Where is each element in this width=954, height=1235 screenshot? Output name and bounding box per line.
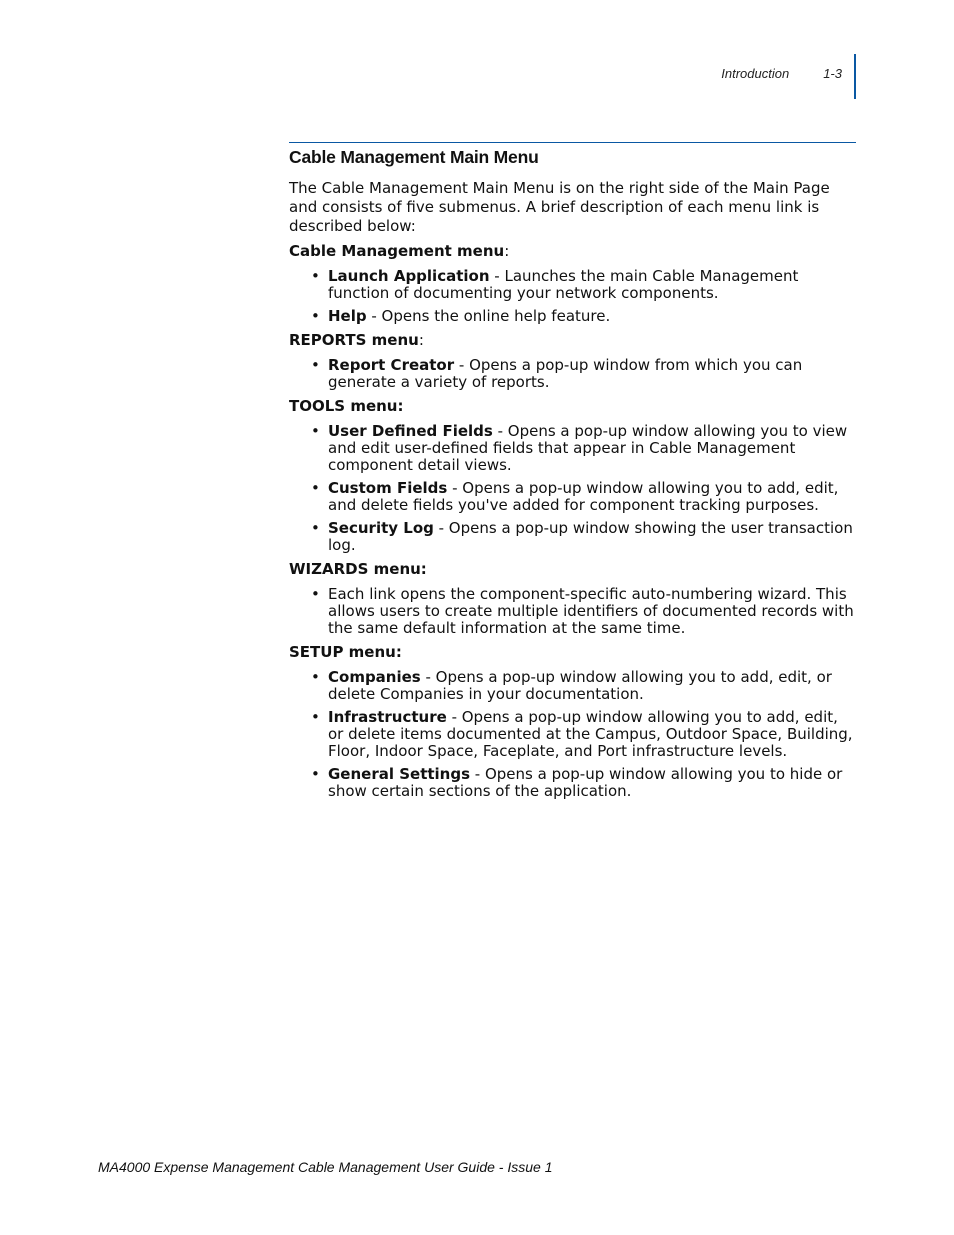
- bullet-icon: •: [311, 708, 320, 726]
- menu-item-term: User Defined Fields: [328, 422, 493, 440]
- menu-item-term: General Settings: [328, 765, 471, 783]
- menu-heading-label: Cable Management menu: [289, 242, 505, 260]
- bullet-icon: •: [311, 479, 320, 497]
- bullet-icon: •: [311, 356, 320, 374]
- menu-item-term: Report Creator: [328, 356, 455, 374]
- menu-item-list: [289, 268, 856, 325]
- section-title: Cable Management Main Menu: [289, 147, 539, 167]
- running-header: [721, 66, 842, 81]
- menu-heading-label: SETUP menu:: [289, 643, 402, 661]
- menu-item-term: Companies: [328, 668, 421, 686]
- list-item: [289, 423, 856, 474]
- bullet-icon: •: [311, 519, 320, 537]
- menu-item-description: - Opens a pop-up window allowing you to hide or show certain sections of the application.: [328, 765, 843, 800]
- menu-item-description: - Opens a pop-up window from which you can generate a variety of reports.: [328, 356, 803, 391]
- list-item: [289, 586, 856, 637]
- page-footer: MA4000 Expense Management Cable Management User Guide - Issue 1: [98, 1159, 553, 1175]
- menu-item-term: Security Log: [328, 519, 434, 537]
- menu-item-description: - Opens a pop-up window allowing you to add, edit, or delete items documented at the Campus, Outdoor Space, Building, Floor, Indoor Space, Faceplate, and Port infrastructure levels.: [328, 708, 853, 760]
- menu-item-list: [289, 423, 856, 554]
- menu-heading: [289, 242, 856, 261]
- bullet-icon: •: [311, 668, 320, 686]
- menu-item-term: Infrastructure: [328, 708, 447, 726]
- list-item: [289, 480, 856, 514]
- bullet-icon: •: [311, 307, 320, 325]
- menu-heading: [289, 643, 856, 662]
- menu-item-description: - Opens the online help feature.: [366, 307, 611, 325]
- menu-item-description: - Launches the main Cable Management function of documenting your network components.: [328, 267, 799, 302]
- menu-heading-label: REPORTS menu: [289, 331, 419, 349]
- menu-item-list: [289, 357, 856, 391]
- section-rule: [289, 142, 856, 143]
- menu-heading: [289, 560, 856, 579]
- bullet-icon: •: [311, 765, 320, 783]
- menu-item-description: Each link opens the component-specific auto-numbering wizard. This allows users to create multiple identifiers of documented records with the same default information at the same time.: [328, 585, 854, 637]
- menu-item-description: - Opens a pop-up window showing the user transaction log.: [328, 519, 853, 554]
- menu-item-list: [289, 586, 856, 637]
- menu-item-description: - Opens a pop-up window allowing you to add, edit, or delete Companies in your documentation.: [328, 668, 832, 703]
- menu-item-description: - Opens a pop-up window allowing you to add, edit, and delete fields you've added for component tracking purposes.: [328, 479, 839, 514]
- list-item: [289, 669, 856, 703]
- menu-item-description: - Opens a pop-up window allowing you to view and edit user-defined fields that appear in Cable Management component detail views.: [328, 422, 848, 474]
- menu-heading-label: TOOLS menu:: [289, 397, 404, 415]
- list-item: [289, 308, 856, 325]
- menu-heading-suffix: :: [504, 242, 510, 260]
- menu-heading: [289, 397, 856, 416]
- list-item: [289, 766, 856, 800]
- menu-heading-suffix: :: [418, 331, 424, 349]
- menu-item-term: Help: [328, 307, 367, 325]
- menu-descriptions: [289, 242, 856, 800]
- main-content: [289, 142, 856, 806]
- menu-heading-label: WIZARDS menu:: [289, 560, 427, 578]
- menu-item-term: Custom Fields: [328, 479, 448, 497]
- menu-item-term: Launch Application: [328, 267, 490, 285]
- bullet-icon: •: [311, 267, 320, 285]
- list-item: [289, 357, 856, 391]
- menu-item-list: [289, 669, 856, 800]
- menu-heading: [289, 331, 856, 350]
- header-page-number: 1-3: [823, 66, 842, 81]
- bullet-icon: •: [311, 585, 320, 603]
- list-item: [289, 709, 856, 760]
- list-item: [289, 268, 856, 302]
- header-section: Introduction: [721, 66, 790, 81]
- bullet-icon: •: [311, 422, 320, 440]
- intro-paragraph: The Cable Management Main Menu is on the right side of the Main Page and consists of five submenus. A brief description of each menu link is described below:: [289, 179, 830, 235]
- list-item: [289, 520, 856, 554]
- header-accent-bar: [854, 54, 856, 99]
